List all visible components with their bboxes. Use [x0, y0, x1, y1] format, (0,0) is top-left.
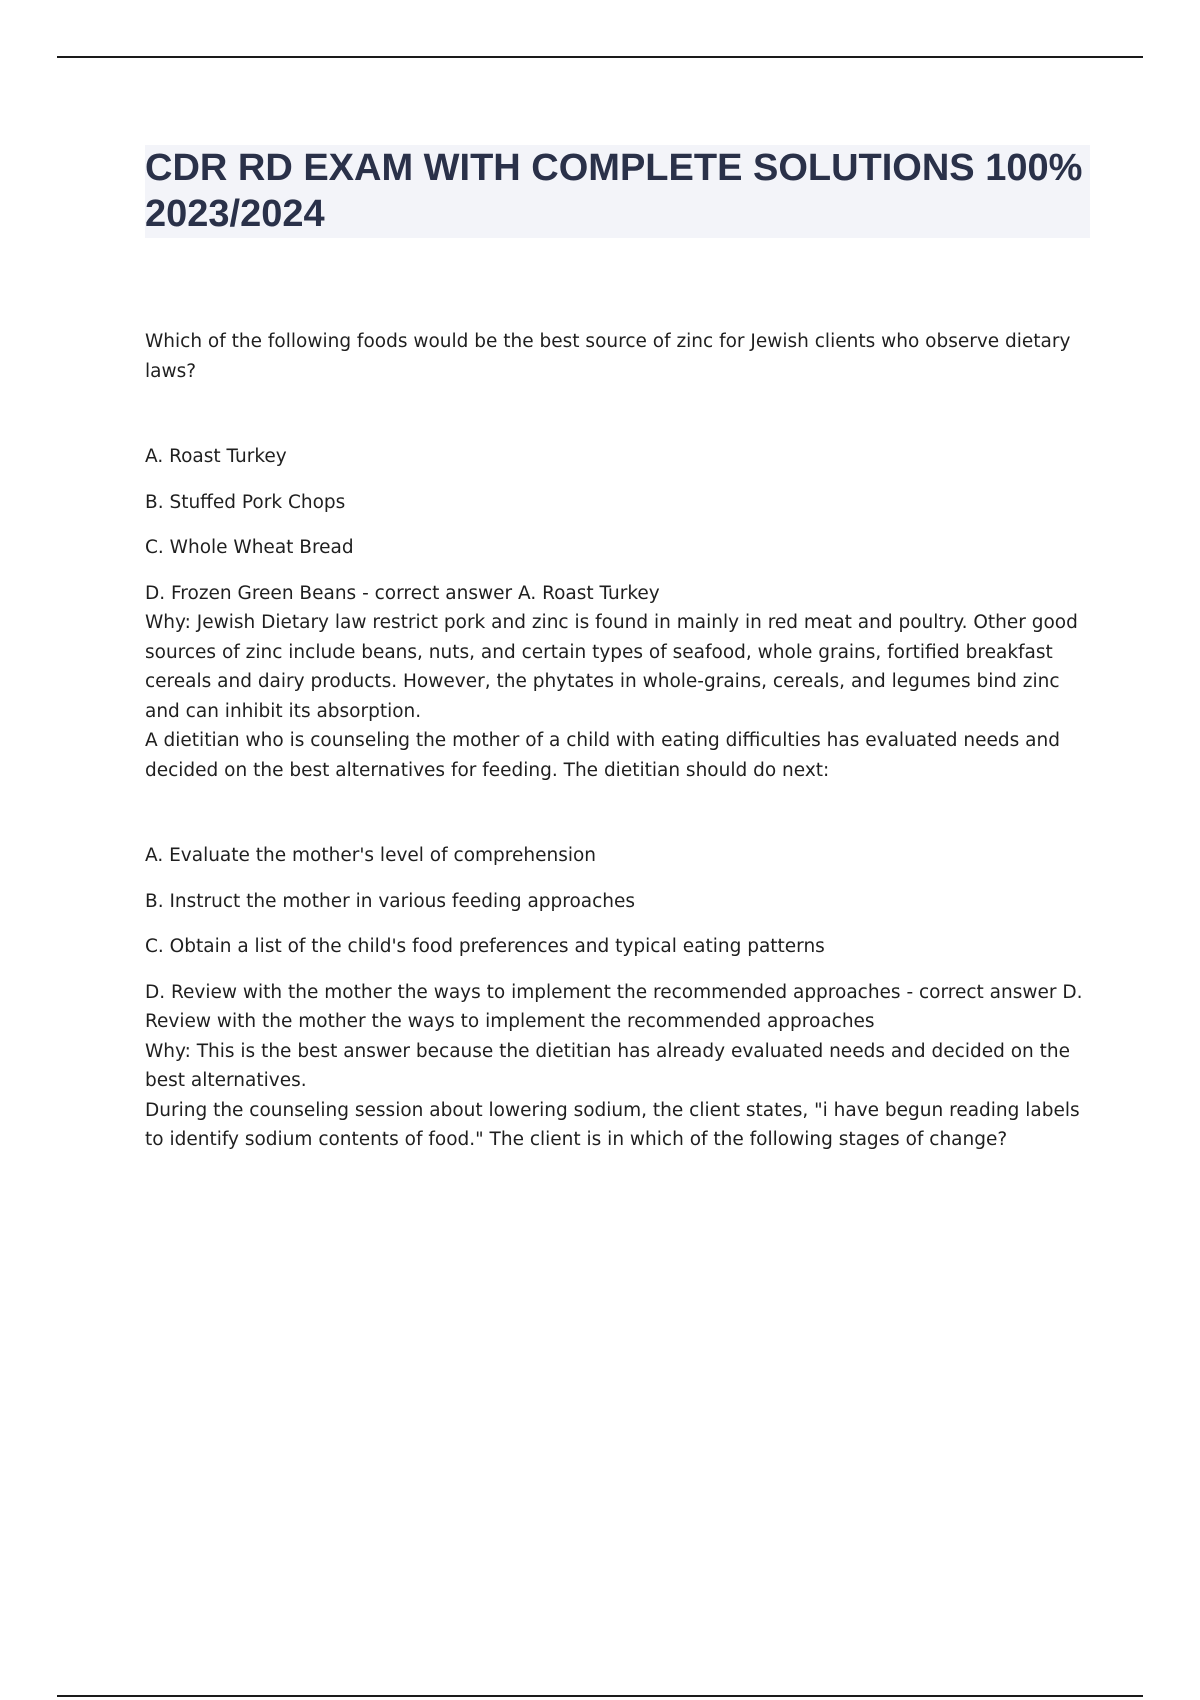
document-body — [145, 327, 1090, 1155]
question-3-text: During the counseling session about lowering sodium, the client states, "i have begun reading labels to identify sodium contents of food." The client is in which of the following stages of change? — [145, 1099, 1080, 1150]
question-2-option-c: C. Obtain a list of the child's food preferences and typical eating patterns — [145, 936, 825, 957]
question-2-option-b: B. Instruct the mother in various feeding approaches — [145, 890, 636, 912]
footer-rule — [57, 1695, 1143, 1697]
question-1-options — [145, 442, 1090, 608]
question-1-explanation: Why: Jewish Dietary law restrict pork and zinc is found in mainly in red meat and poultry. Other good sources of zinc include beans, nuts, and certain types of seafood, whole grains, fortified breakfast cereals and dairy products. However, the phytates in whole-grains, cereals, and legumes bind zinc and can inhibit its absorption. — [145, 612, 1078, 722]
question-2-text: A dietitian who is counseling the mother of a child with eating difficulties has evaluated needs and decided on the best alternatives for feeding. The dietitian should do next: — [145, 730, 1060, 781]
question-2-option-a: A. Evaluate the mother's level of comprehension — [145, 845, 597, 866]
question-1-text: Which of the following foods would be the best source of zinc for Jewish clients who observe dietary laws? — [145, 331, 1071, 382]
question-2-explanation: Why: This is the best answer because the dietitian has already evaluated needs and decided on the best alternatives. — [145, 1040, 1070, 1091]
question-1-option-a: A. Roast Turkey — [145, 446, 287, 467]
question-2-options — [145, 841, 1090, 1037]
question-1-option-c: C. Whole Wheat Bread — [145, 537, 354, 558]
title-block — [145, 145, 1090, 238]
document-title: CDR RD EXAM WITH COMPLETE SOLUTIONS 100% 2023/2024 — [145, 147, 1083, 235]
question-1-option-d: D. Frozen Green Beans - correct answer A. Roast Turkey — [145, 582, 660, 604]
question-1-option-b: B. Stuffed Pork Chops — [145, 491, 346, 513]
question-2-option-d: D. Review with the mother the ways to implement the recommended approaches - correct answer D. Review with the mother the ways to implement the recommended approaches — [145, 981, 1083, 1032]
header-rule — [57, 56, 1143, 58]
